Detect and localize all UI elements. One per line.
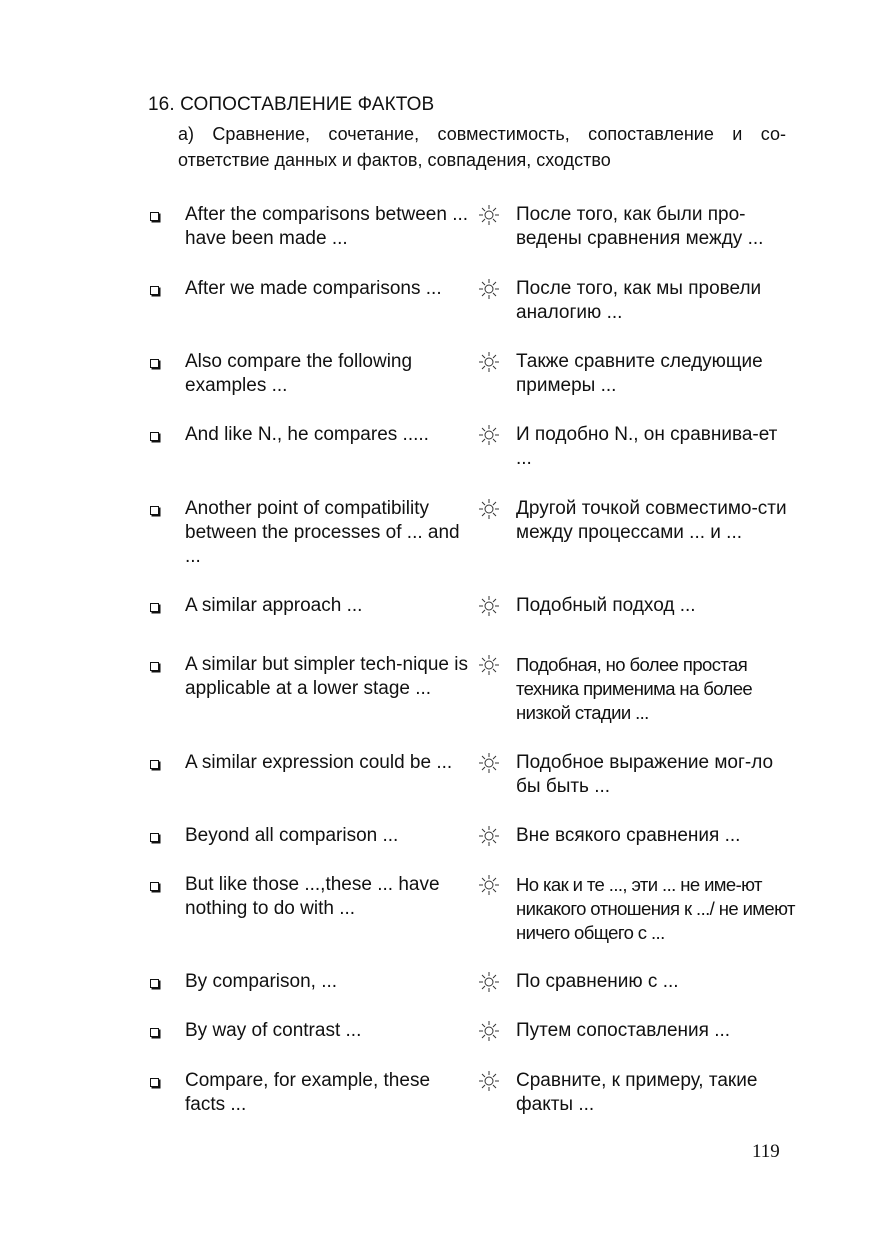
english-text: By way of contrast ... — [185, 1020, 362, 1041]
checkbox-icon — [150, 1028, 159, 1037]
sun-icon — [478, 204, 500, 226]
sun-icon — [478, 654, 500, 676]
russian-text: По сравнению с ... — [516, 971, 679, 992]
english-phrase — [185, 970, 470, 994]
russian-text: После того, как мы провели аналогию ... — [516, 278, 762, 323]
english-text: A similar approach ... — [185, 595, 363, 616]
checkbox-icon — [150, 212, 159, 221]
english-text: After we made comparisons ... — [185, 278, 442, 299]
english-text: Also compare the following examples ... — [185, 351, 413, 396]
russian-text: Подобное выражение мог-ло бы быть ... — [516, 752, 774, 797]
russian-text: Вне всякого сравнения ... — [516, 825, 741, 846]
russian-phrase — [516, 1069, 796, 1117]
russian-phrase — [516, 594, 796, 618]
section-subtitle: а) Сравнение, сочетание, совместимость, сопоставление и со-ответствие данных и фактов, совпадения, сходство — [178, 124, 786, 170]
checkbox-icon — [150, 882, 159, 891]
english-text: Compare, for example, these facts ... — [185, 1070, 431, 1115]
english-text: A similar but simpler tech-nique is applicable at a lower stage ... — [185, 654, 468, 699]
sun-icon — [478, 874, 500, 896]
section-title: 16. СОПОСТАВЛЕНИЕ ФАКТОВ — [148, 94, 435, 115]
english-phrase — [185, 350, 470, 398]
russian-phrase — [516, 824, 796, 848]
russian-text: Подобный подход ... — [516, 595, 696, 616]
sun-icon — [478, 752, 500, 774]
russian-phrase — [516, 203, 796, 251]
checkbox-icon — [150, 662, 159, 671]
english-phrase — [185, 1069, 470, 1117]
sun-icon — [478, 1070, 500, 1092]
russian-text: Сравните, к примеру, такие факты ... — [516, 1070, 758, 1115]
russian-phrase — [516, 751, 796, 799]
english-phrase — [185, 277, 470, 301]
english-text: A similar expression could be ... — [185, 752, 453, 773]
russian-text: Но как и те ..., эти ... не име-ют никакого отношения к .../ не имеют ничего общего с ... — [516, 874, 795, 943]
english-text: Another point of compatibility between the processes of ... and ... — [185, 498, 460, 567]
sun-icon — [478, 971, 500, 993]
english-phrase — [185, 873, 470, 921]
sun-icon — [478, 595, 500, 617]
russian-phrase — [516, 350, 796, 398]
sun-icon — [478, 825, 500, 847]
russian-phrase — [516, 1019, 796, 1043]
russian-phrase — [516, 653, 796, 725]
russian-phrase — [516, 277, 796, 325]
russian-phrase — [516, 873, 796, 945]
english-phrase — [185, 824, 470, 848]
checkbox-icon — [150, 979, 159, 988]
page-number: 119 — [752, 1141, 780, 1162]
checkbox-icon — [150, 603, 159, 612]
english-text: But like those ...,these ... have nothing to do with ... — [185, 874, 440, 919]
russian-text: Путем сопоставления ... — [516, 1020, 731, 1041]
english-phrase — [185, 203, 470, 251]
english-text: And like N., he compares ..... — [185, 424, 429, 445]
sun-icon — [478, 498, 500, 520]
english-text: Beyond all comparison ... — [185, 825, 399, 846]
russian-text: Подобная, но более простая техника применима на более низкой стадии ... — [516, 654, 753, 723]
checkbox-icon — [150, 506, 159, 515]
russian-phrase — [516, 970, 796, 994]
english-phrase — [185, 423, 470, 447]
checkbox-icon — [150, 833, 159, 842]
sun-icon — [478, 278, 500, 300]
checkbox-icon — [150, 1078, 159, 1087]
russian-text: Также сравните следующие примеры ... — [516, 351, 763, 396]
russian-phrase — [516, 497, 796, 545]
sun-icon — [478, 424, 500, 446]
english-phrase — [185, 497, 470, 569]
english-phrase — [185, 751, 470, 775]
sun-icon — [478, 351, 500, 373]
russian-text: После того, как были про-ведены сравнения между ... — [516, 204, 764, 249]
sun-icon — [478, 1020, 500, 1042]
english-phrase — [185, 653, 470, 701]
checkbox-icon — [150, 286, 159, 295]
russian-text: И подобно N., он сравнива-ет ... — [516, 424, 778, 469]
russian-phrase — [516, 423, 796, 471]
russian-text: Другой точкой совместимо-сти между процессами ... и ... — [516, 498, 787, 543]
checkbox-icon — [150, 359, 159, 368]
english-phrase — [185, 594, 470, 618]
checkbox-icon — [150, 432, 159, 441]
english-phrase — [185, 1019, 470, 1043]
english-text: By comparison, ... — [185, 971, 338, 992]
checkbox-icon — [150, 760, 159, 769]
english-text: After the comparisons between ... have been made ... — [185, 204, 469, 249]
